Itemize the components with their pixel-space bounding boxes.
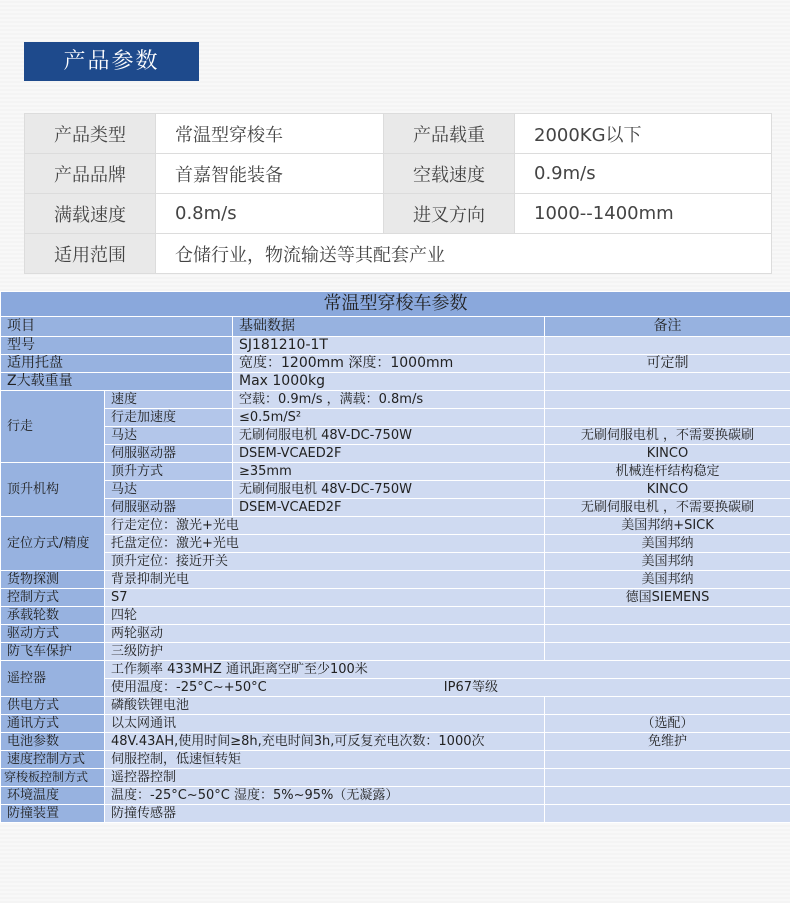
row-label: 防撞装置 [1,805,105,823]
table-row [1,355,790,373]
row-value: 四轮 [105,607,545,625]
table-row [1,733,790,751]
row-value: 以太网通讯 [105,715,545,733]
summary-row [25,154,772,194]
summary-row [25,194,772,234]
row-note [545,625,790,643]
table-row [1,409,790,427]
row-value: 空载：0.9m/s ，满载：0.8m/s [233,391,545,409]
summary-row [25,234,772,274]
table-row [1,553,790,571]
table-row [1,715,790,733]
sub-label: 顶升方式 [105,463,233,481]
row-note: 美国邦纳 [545,571,790,589]
row-note [545,391,790,409]
row-label: 货物探测 [1,571,105,589]
spec-title: 常温型穿梭车参数 [1,292,790,317]
row-label: 适用托盘 [1,355,233,373]
summary-value: 仓储行业，物流输送等其配套产业 [156,234,772,274]
row-value: Max 1000kg [233,373,545,391]
table-row [1,751,790,769]
table-row [1,661,790,679]
table-row [1,391,790,409]
row-value: DSEM-VCAED2F [233,445,545,463]
header-item: 项目 [1,317,233,337]
sub-label: 速度 [105,391,233,409]
summary-value: 首嘉智能装备 [156,154,384,194]
summary-table [24,113,772,274]
row-note: 美国邦纳 [545,553,790,571]
summary-value: 0.8m/s [156,194,384,234]
summary-label: 产品类型 [25,114,156,154]
row-label: 驱动方式 [1,625,105,643]
row-note [545,409,790,427]
group-label-lift: 顶升机构 [1,463,105,517]
table-row [1,643,790,661]
row-note [545,373,790,391]
sub-label: 伺服驱动器 [105,499,233,517]
row-value [105,679,790,697]
row-note: 无刷伺服电机 ，不需要换碳刷 [545,427,790,445]
row-note [545,643,790,661]
remote-temp: 使用温度：-25°C~+50°C [111,680,267,695]
row-value: 工作频率 433MHZ 通讯距离空旷至少100米 [105,661,790,679]
row-value: 托盘定位：激光+光电 [105,535,545,553]
row-value: 三级防护 [105,643,545,661]
row-value: 无刷伺服电机 48V-DC-750W [233,481,545,499]
row-value: 背景抑制光电 [105,571,545,589]
row-value: DSEM-VCAED2F [233,499,545,517]
header-data: 基础数据 [233,317,545,337]
row-note: KINCO [545,445,790,463]
row-note: 美国邦纳+SICK [545,517,790,535]
table-row [1,589,790,607]
row-value: SJ181210-1T [233,337,545,355]
row-note: 德国SIEMENS [545,589,790,607]
summary-row [25,114,772,154]
summary-value: 2000KG以下 [515,114,772,154]
row-label: 控制方式 [1,589,105,607]
row-label: 穿梭板控制方式 [1,769,105,787]
sub-label: 伺服驱动器 [105,445,233,463]
row-value: 温度：-25°C~50°C 湿度：5%~95%（无凝露） [105,787,545,805]
summary-label: 产品载重 [384,114,515,154]
summary-value: 1000--1400mm [515,194,772,234]
row-note: 可定制 [545,355,790,373]
row-value: ≤0.5m/S² [233,409,545,427]
table-row [1,805,790,823]
group-label-travel: 行走 [1,391,105,463]
table-row [1,625,790,643]
table-row [1,679,790,697]
row-label: 速度控制方式 [1,751,105,769]
row-note: （选配） [545,715,790,733]
row-value: 遥控器控制 [105,769,545,787]
table-row [1,571,790,589]
row-value: 行走定位：激光+光电 [105,517,545,535]
row-note: 机械连杆结构稳定 [545,463,790,481]
row-label: 供电方式 [1,697,105,715]
row-label: 型号 [1,337,233,355]
row-value: 顶升定位：接近开关 [105,553,545,571]
table-row [1,373,790,391]
row-value: 两轮驱动 [105,625,545,643]
row-label: 电池参数 [1,733,105,751]
sub-label: 马达 [105,427,233,445]
row-value: ≥35mm [233,463,545,481]
row-note [545,607,790,625]
row-note: 无刷伺服电机 ，不需要换碳刷 [545,499,790,517]
summary-label: 进叉方向 [384,194,515,234]
row-note [545,787,790,805]
header-note: 备注 [545,317,790,337]
table-row [1,787,790,805]
table-row [1,517,790,535]
table-row [1,607,790,625]
summary-value: 常温型穿梭车 [156,114,384,154]
row-note [545,751,790,769]
summary-label: 产品品牌 [25,154,156,194]
table-row [1,769,790,787]
summary-value: 0.9m/s [515,154,772,194]
group-label-positioning: 定位方式/精度 [1,517,105,571]
row-note [545,337,790,355]
table-row [1,337,790,355]
section-title: 产品参数 [24,42,199,81]
row-label: 防飞车保护 [1,643,105,661]
summary-label: 适用范围 [25,234,156,274]
spec-header-row [1,317,790,337]
table-row [1,481,790,499]
table-row [1,427,790,445]
row-value: 宽度：1200mm 深度：1000mm [233,355,545,373]
sub-label: 马达 [105,481,233,499]
summary-label: 空载速度 [384,154,515,194]
table-row [1,463,790,481]
table-row [1,445,790,463]
table-row [1,697,790,715]
row-note: 美国邦纳 [545,535,790,553]
table-row [1,499,790,517]
row-label: 环境温度 [1,787,105,805]
row-note [545,805,790,823]
spec-table [0,291,790,823]
row-value: 伺服控制，低速恒转矩 [105,751,545,769]
row-label: Z大载重量 [1,373,233,391]
row-note [545,697,790,715]
row-label: 通讯方式 [1,715,105,733]
row-value: 无刷伺服电机 48V-DC-750W [233,427,545,445]
table-row [1,535,790,553]
row-value: 磷酸铁锂电池 [105,697,545,715]
row-value: 48V.43AH,使用时间≥8h,充电时间3h,可反复充电次数：1000次 [105,733,545,751]
row-label: 承载轮数 [1,607,105,625]
summary-label: 满载速度 [25,194,156,234]
row-note: KINCO [545,481,790,499]
row-note: 免维护 [545,733,790,751]
remote-ip: IP67等级 [443,680,498,695]
row-label: 遥控器 [1,661,105,697]
sub-label: 行走加速度 [105,409,233,427]
row-value: 防撞传感器 [105,805,545,823]
row-value: S7 [105,589,545,607]
row-note [545,769,790,787]
